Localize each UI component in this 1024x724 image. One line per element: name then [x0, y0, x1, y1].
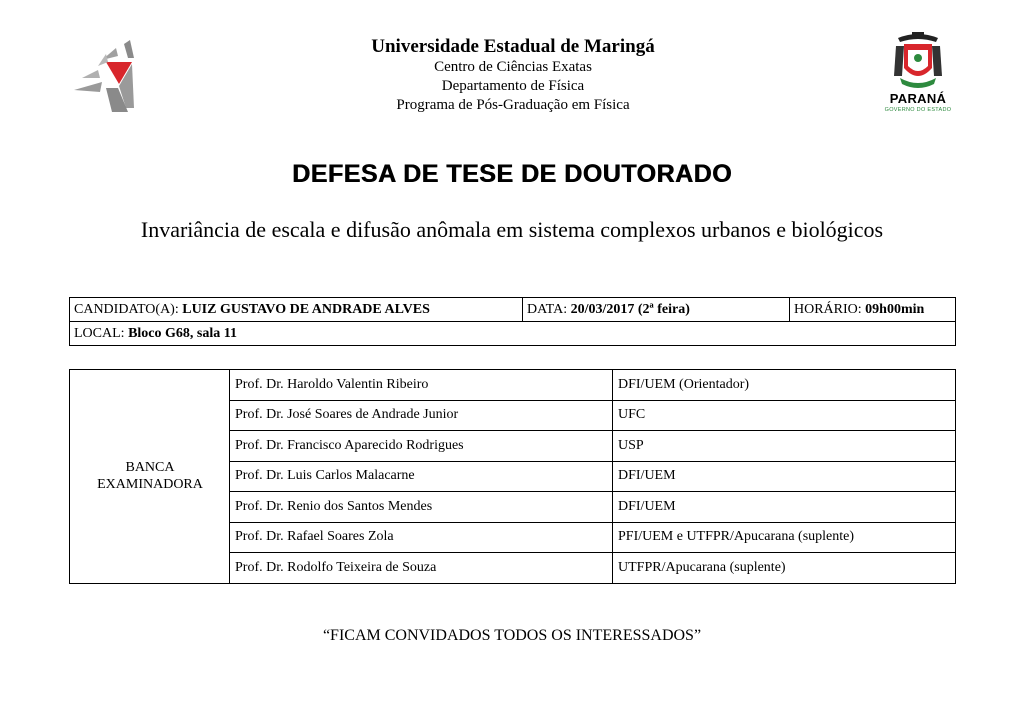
location-value: Bloco G68, sala 11 [128, 325, 237, 341]
time-label: HORÁRIO: [794, 301, 862, 317]
member-institution: DFI/UEM [613, 461, 956, 492]
member-institution: UFC [613, 400, 956, 431]
committee-label-line2: EXAMINADORA [97, 477, 203, 493]
date-value: 20/03/2017 (2ª feira) [570, 301, 690, 317]
member-name: Prof. Dr. Luis Carlos Malacarne [230, 461, 613, 492]
member-name: Prof. Dr. Francisco Aparecido Rodrigues [230, 431, 613, 462]
location-cell [70, 322, 956, 346]
location-row [70, 322, 956, 346]
candidate-label: CANDIDATO(A): [74, 301, 179, 317]
date-cell [523, 298, 790, 322]
institution-header [300, 36, 726, 115]
parana-coat-of-arms-icon [892, 32, 944, 90]
university-name: Universidade Estadual de Maringá [371, 36, 655, 57]
committee-table [69, 369, 956, 584]
parana-logo [880, 32, 956, 122]
center-name: Centro de Ciências Exatas [434, 59, 592, 75]
member-name: Prof. Dr. José Soares de Andrade Junior [230, 400, 613, 431]
department-name: Departamento de Física [441, 78, 585, 94]
time-cell [790, 298, 956, 322]
location-label: LOCAL: [74, 325, 125, 341]
parana-name: PARANÁ [889, 91, 947, 106]
member-name: Prof. Dr. Rodolfo Teixeira de Souza [230, 553, 613, 584]
info-table [69, 297, 956, 346]
page-title: DEFESA DE TESE DE DOUTORADO [292, 160, 732, 188]
time-value: 09h00min [865, 301, 925, 317]
member-institution: DFI/UEM [613, 492, 956, 523]
candidate-cell [70, 298, 523, 322]
table-row [70, 370, 956, 401]
member-name: Prof. Dr. Haroldo Valentin Ribeiro [230, 370, 613, 401]
member-institution: USP [613, 431, 956, 462]
candidate-value: LUIZ GUSTAVO DE ANDRADE ALVES [182, 301, 430, 317]
member-institution: PFI/UEM e UTFPR/Apucarana (suplente) [613, 522, 956, 553]
invitation-footer: “FICAM CONVIDADOS TODOS OS INTERESSADOS” [322, 627, 702, 644]
committee-label [70, 370, 230, 584]
info-row [70, 298, 956, 322]
member-institution: DFI/UEM (Orientador) [613, 370, 956, 401]
uem-logo-icon [72, 40, 146, 116]
program-name: Programa de Pós-Graduação em Física [396, 97, 630, 113]
parana-subtitle: GOVERNO DO ESTADO [884, 107, 952, 113]
member-institution: UTFPR/Apucarana (suplente) [613, 553, 956, 584]
date-label: DATA: [527, 301, 568, 317]
thesis-title: Invariância de escala e difusão anômala em sistema complexos urbanos e biológicos [140, 217, 884, 242]
member-name: Prof. Dr. Rafael Soares Zola [230, 522, 613, 553]
member-name: Prof. Dr. Renio dos Santos Mendes [230, 492, 613, 523]
committee-label-line1: BANCA [125, 460, 175, 476]
